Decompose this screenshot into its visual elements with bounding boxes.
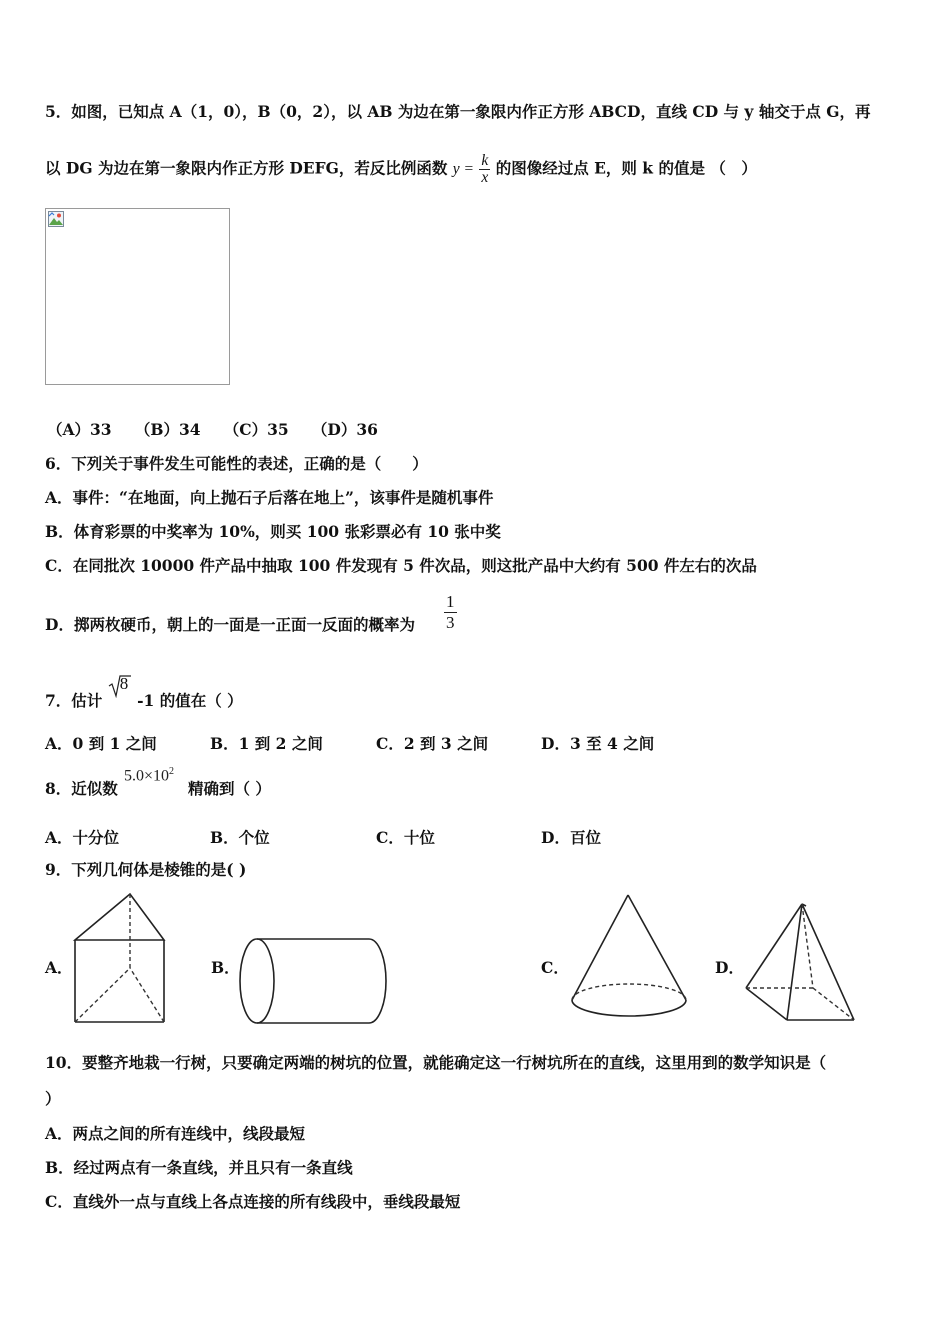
q5-figure-placeholder xyxy=(45,208,230,385)
q8-option-b: B．个位 xyxy=(210,828,270,847)
q5-function-numerator: k xyxy=(481,152,489,169)
q6-fraction-numerator: 1 xyxy=(446,592,455,611)
q7-stem xyxy=(45,674,243,711)
q7-sqrt xyxy=(108,674,132,706)
q5-stem-line2 xyxy=(45,153,757,186)
q9-option-a-label: A． xyxy=(45,958,73,977)
q6-option-d-text: D．掷两枚硬币，朝上的一面是一正面一反面的概率为 xyxy=(45,615,415,634)
cylinder-figure xyxy=(236,934,390,1028)
cone-figure xyxy=(566,890,692,1022)
q9-option-c-label: C． xyxy=(541,958,569,977)
q10-option-b: B．经过两点有一条直线，并且只有一条直线 xyxy=(45,1158,353,1177)
q5-stem-line2-pre: 以 DG 为边在第一象限内作正方形 DEFG，若反比例函数 xyxy=(45,158,448,178)
q5-function-denominator: x xyxy=(481,169,489,186)
q6-option-a: A．事件：“在地面，向上抛石子后落在地上”，该事件是随机事件 xyxy=(45,488,494,507)
q8-option-a: A．十分位 xyxy=(45,828,120,847)
q7-option-a: A．0 到 1 之间 xyxy=(45,734,157,753)
q6-option-c: C．在同批次 10000 件产品中抽取 100 件发现有 5 件次品，则这批产品中大约有 500 件左右的次品 xyxy=(45,556,757,575)
triangular-prism-figure xyxy=(68,890,172,1028)
q8-number: 5.0×10 xyxy=(124,767,170,785)
q8-option-c: C．十位 xyxy=(376,828,435,847)
q7-stem-pre: 7．估计 xyxy=(45,691,103,710)
q10-option-a: A．两点之间的所有连线中，线段最短 xyxy=(45,1124,306,1143)
q9-stem: 9．下列几何体是棱锥的是( ) xyxy=(45,860,247,879)
q10-stem-line1: 10．要整齐地栽一行树，只要确定两端的树坑的位置，就能确定这一行树坑所在的直线，这里用到的数学知识是（ xyxy=(45,1053,827,1072)
q10-stem-line2: ） xyxy=(45,1089,61,1108)
q7-option-c: C．2 到 3 之间 xyxy=(376,734,489,753)
q7-radicand: 8 xyxy=(119,674,129,693)
q5-stem-line1: 5．如图，已知点 A（1，0），B（0，2），以 AB 为边在第一象限内作正方形 ABCD，直线 CD 与 y 轴交于点 G，再 xyxy=(45,102,871,121)
q7-option-d: D．3 至 4 之间 xyxy=(541,734,655,753)
q9-option-d-label: D． xyxy=(715,958,744,977)
q5-options: （A）33 （B）34 （C）35 （D）36 xyxy=(47,420,378,439)
q6-option-b: B．体育彩票的中奖率为 10%，则买 100 张彩票必有 10 张中奖 xyxy=(45,522,501,541)
q6-fraction-denominator: 3 xyxy=(446,613,455,632)
square-pyramid-figure xyxy=(740,898,864,1026)
q8-approx-number xyxy=(124,766,174,785)
q8-exponent: 2 xyxy=(169,766,175,777)
broken-image-icon xyxy=(48,211,64,227)
q5-stem-line2-post: 的图像经过点 E，则 k 的值是 （ ） xyxy=(495,158,757,178)
q8-option-d: D．百位 xyxy=(541,828,601,847)
q7-stem-post: -1 的值在（ ） xyxy=(137,691,243,710)
q6-stem: 6．下列关于事件发生可能性的表述，正确的是（ ） xyxy=(45,454,428,473)
q9-option-b-label: B． xyxy=(211,958,240,977)
q5-function-fraction xyxy=(479,153,490,186)
q6-probability-fraction xyxy=(444,592,457,633)
q10-option-c: C．直线外一点与直线上各点连接的所有线段中，垂线段最短 xyxy=(45,1192,461,1211)
q7-option-b: B．1 到 2 之间 xyxy=(210,734,323,753)
q8-stem-post: 精确到（ ） xyxy=(188,779,271,798)
q8-stem-pre: 8．近似数 xyxy=(45,779,118,798)
q6-option-d xyxy=(45,615,415,635)
q5-function-lhs: y = xyxy=(452,160,474,178)
